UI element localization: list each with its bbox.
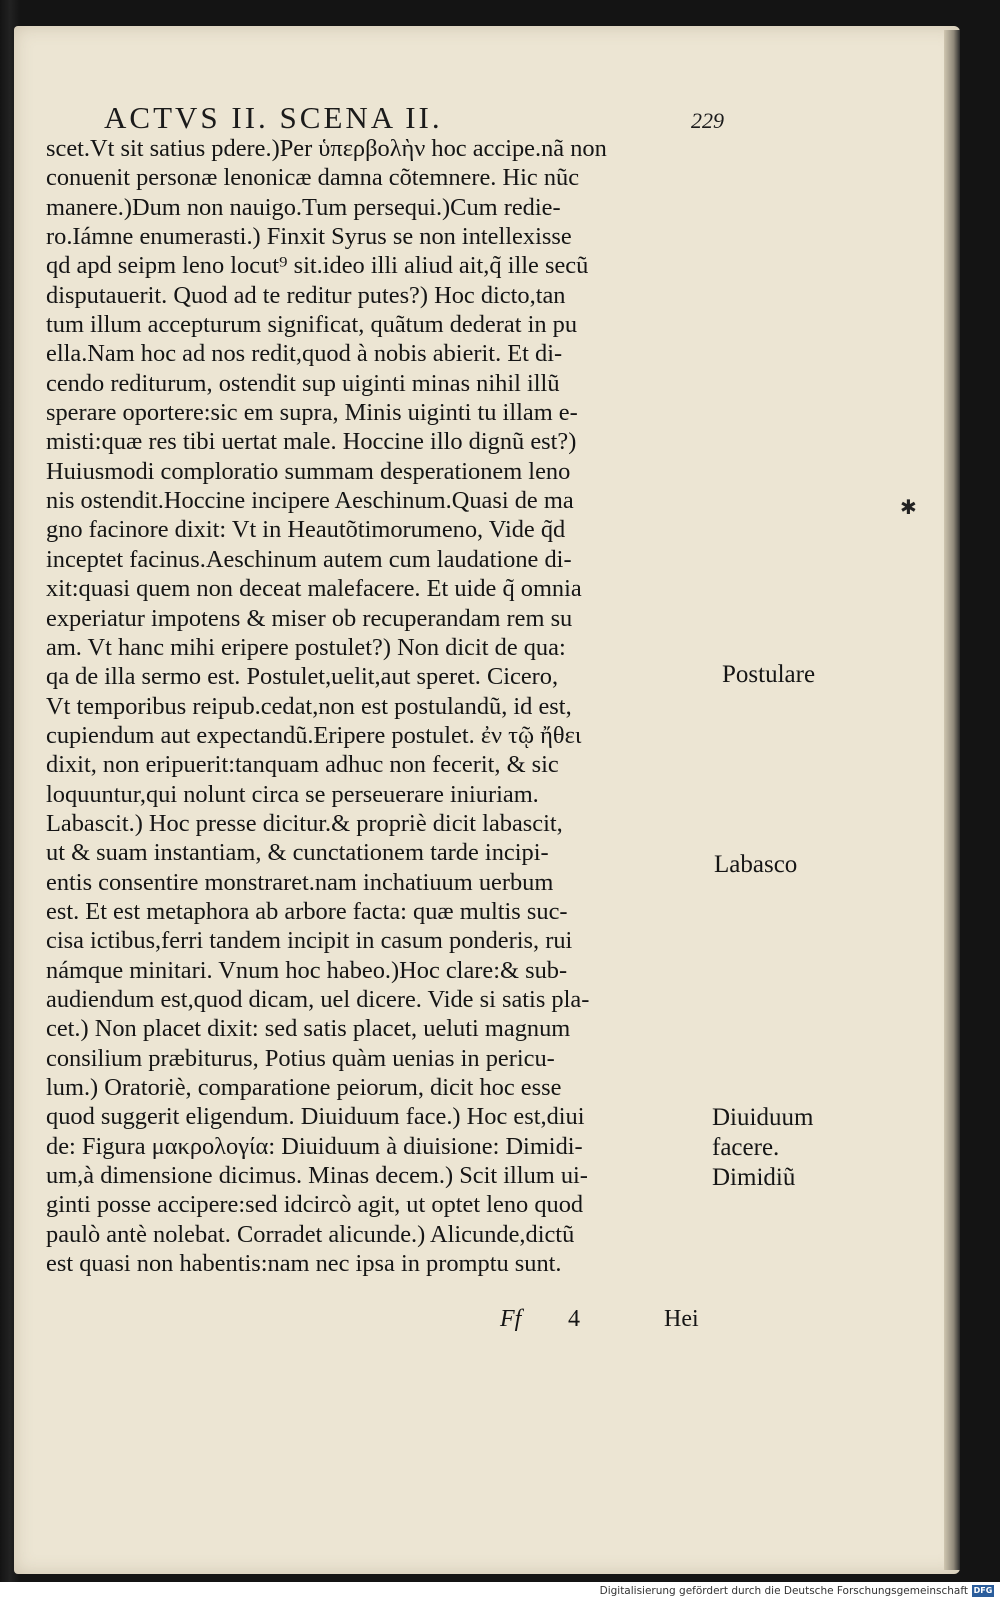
text-line: scet.Vt sit satius pdere.)Per ὑπερβολὴν hoc accipe.nã non: [46, 135, 607, 162]
text-line: disputauerit. Quod ad te reditur putes?) Hoc dicto,tan: [46, 281, 566, 309]
margin-note-diuiduum: [712, 1103, 813, 1193]
dfg-logo: DFG: [973, 1586, 993, 1595]
text-line: xit:quasi quem non deceat malefacere. Et uide q̃ omnia: [46, 575, 582, 603]
text-line: am. Vt hanc mihi eripere postulet?) Non dicit de qua:: [46, 633, 566, 661]
text-line: cisa ictibus,ferri tandem incipit in casum ponderis, rui: [46, 927, 573, 955]
text-line: loquuntur,qui nolunt circa se perseuerare iniuriam.: [46, 780, 539, 808]
margin-note-labasco: Labasco: [714, 851, 798, 878]
text-line: cet.) Non placet dixit: sed satis placet, ueluti magnum: [46, 1015, 571, 1043]
text-line: cendo rediturum, ostendit sup uiginti minas nihil illũ: [46, 369, 560, 397]
text-line: sperare oportere:sic em supra, Minis uiginti tu illam e-: [46, 399, 578, 427]
text-line: cupiendum aut expectandũ.Eripere postulet. ἐν τῷ ἤθει: [46, 721, 582, 749]
margin-note-line: Dimidiũ: [712, 1164, 796, 1191]
text-line: experiatur impotens & miser ob recuperandam rem su: [46, 604, 573, 632]
text-line: de: Figura μακρολογία: Diuiduum à diuisione: Dimidi-: [46, 1132, 583, 1160]
text-line: qd apd seipm leno locut⁹ sit.ideo illi aliud ait,q̃ ille secũ: [46, 252, 589, 280]
credit-text: Digitalisierung gefördert durch die Deutsche Forschungsgemeinschaft: [599, 1585, 968, 1597]
text-line: audiendum est,quod dicam, uel dicere. Vide si satis pla-: [46, 985, 590, 1013]
text-line: ella.Nam hoc ad nos redit,quod à nobis abierit. Et di-: [46, 340, 563, 368]
catchword: Hei: [664, 1306, 699, 1332]
text-line: qa de illa sermo est. Postulet,uelit,aut speret. Cicero,: [46, 663, 559, 691]
text-line: manere.)Dum non nauigo.Tum persequi.)Cum redie-: [46, 193, 561, 221]
text-line: nis ostendit.Hoccine incipere Aeschinum.Quasi de ma: [46, 487, 574, 515]
text-line: paulò antè nolebat. Corradet alicunde.) Alicunde,dictũ: [46, 1220, 575, 1248]
text-line: Huiusmodi comploratio summam desperationem leno: [46, 457, 571, 485]
margin-note-postulare: Postulare: [722, 661, 816, 688]
page-edge: [944, 30, 960, 1570]
text-line: quod suggerit eligendum. Diuiduum face.) Hoc est,diui: [46, 1103, 585, 1131]
text-line: lum.) Oratoriè, comparatione peiorum, dicit hoc esse: [46, 1074, 562, 1101]
asterisk-mark-icon: ✱: [900, 495, 917, 519]
signature-mark: Ff: [500, 1306, 522, 1332]
text-line: Labascit.) Hoc presse dicitur.& propriè dicit labascit,: [46, 809, 563, 837]
text-line: Vt temporibus reipub.cedat,non est postulandũ, id est,: [46, 692, 572, 720]
folio-number: 229: [691, 108, 724, 133]
text-line: consilium præbiturus, Potius quàm uenias in pericu-: [46, 1044, 555, 1072]
text-line: um,à dimensione dicimus. Minas decem.) Scit illum ui-: [46, 1162, 588, 1190]
text-line: entis consentire monstraret.nam inchatiuum uerbum: [46, 868, 554, 896]
text-line: est. Et est metaphora ab arbore facta: quæ multis suc-: [46, 897, 568, 925]
commentary-text: [46, 134, 716, 1278]
digitization-credit-bar: [0, 1582, 1000, 1601]
margin-note-line: Diuiduum: [712, 1104, 814, 1131]
text-line: ut & suam instantiam, & cunctationem tarde incipi-: [46, 839, 549, 867]
signature-number: 4: [568, 1306, 580, 1332]
text-line: ro.Iámne enumerasti.) Finxit Syrus se non intellexisse: [46, 223, 572, 251]
text-line: misti:quæ res tibi uertat male. Hoccine illo dignũ est?): [46, 428, 577, 456]
text-line: conuenit personæ lenonicæ damna cõtemnere. Hic nũc: [46, 164, 580, 192]
text-line: námque minitari. Vnum hoc habeo.)Hoc clare:& sub-: [46, 956, 568, 984]
text-line: tum illum accepturum significat, quãtum dederat in pu: [46, 311, 578, 339]
text-line: gno facinore dixit: Vt in Heautõtimorumeno, Vide q̃d: [46, 516, 566, 544]
text-line: dixit, non eripuerit:tanquam adhuc non fecerit, & sic: [46, 751, 559, 779]
margin-note-line: facere.: [712, 1134, 780, 1161]
text-line: est quasi non habentis:nam nec ipsa in promptu sunt.: [46, 1250, 562, 1278]
running-head: ACTVS II. SCENA II.: [104, 100, 443, 135]
text-line: ginti posse accipere:sed idcircò agit, ut optet leno quod: [46, 1191, 584, 1219]
text-line: inceptet facinus.Aeschinum autem cum laudatione di-: [46, 545, 572, 573]
